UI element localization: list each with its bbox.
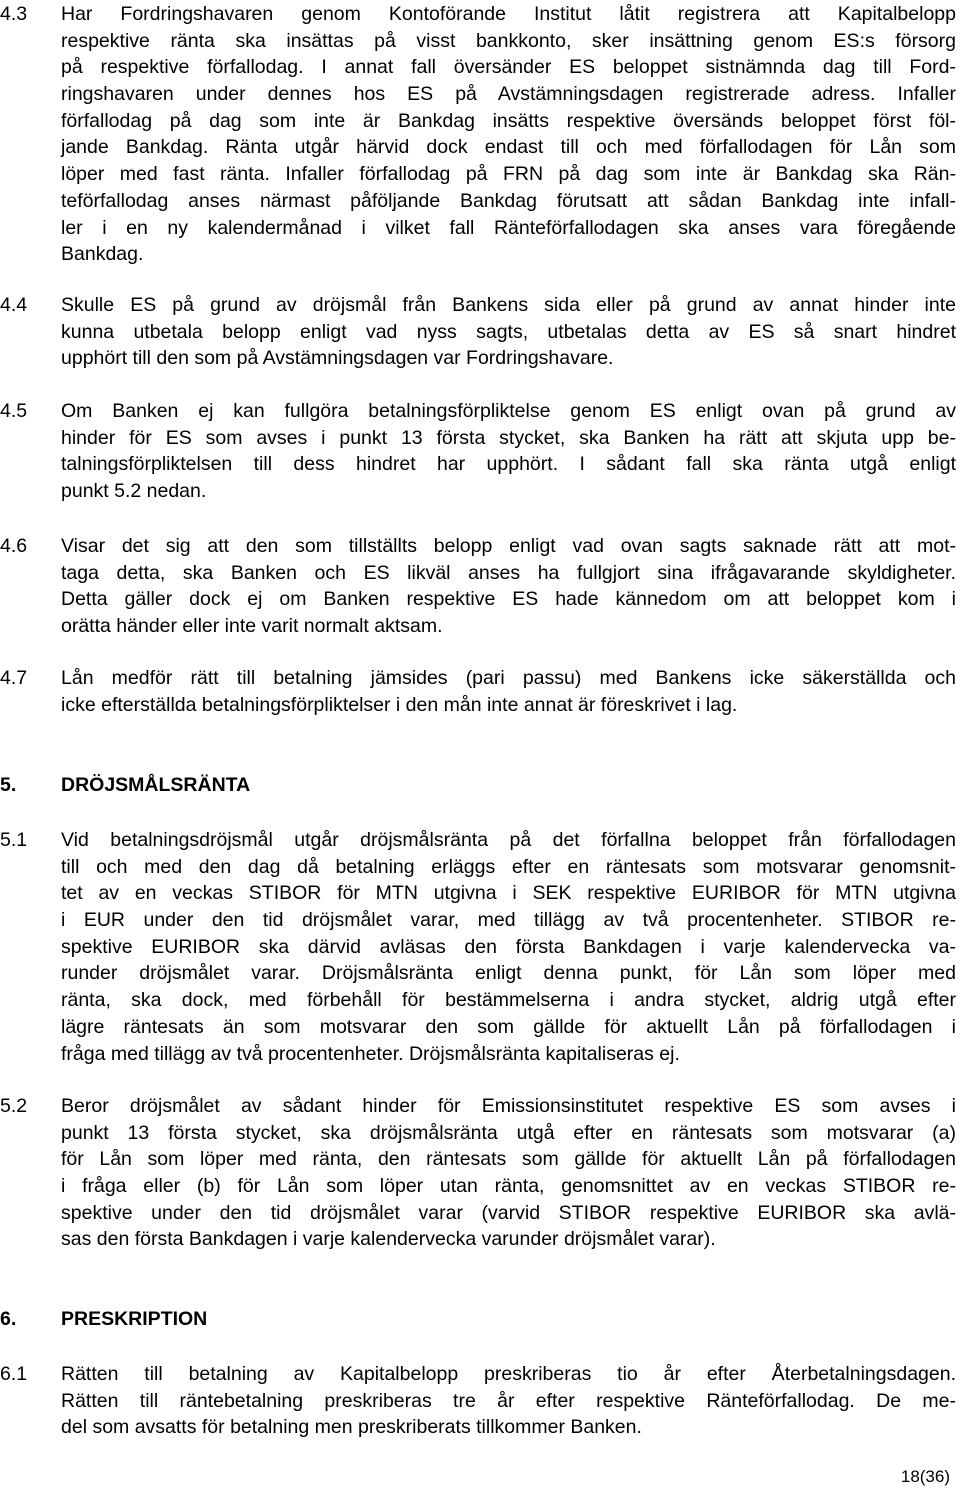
text-line: upphört till den som på Avstämningsdagen var Fordringshavare. [61,347,614,370]
clause-text [61,827,956,1067]
text-line: jande Bankdag. Ränta utgår härvid dock endast till och med förfallodagen för Lån som [61,136,956,159]
text-line: förfallodag på dag som inte är Bankdag insätts respektive översänds beloppet först föl- [61,109,956,132]
text-line: Vid betalningsdröjsmål utgår dröjsmålsränta på det förfallna beloppet från förfallodagen [61,829,956,851]
text-line: sas den första Bankdagen i varje kalendervecka varunder dröjsmålet varar). [61,1228,716,1251]
clause-text [61,1361,956,1441]
clause-text [61,1093,956,1253]
text-line: teförfallodag anses närmast påföljande Bankdag förutsatt att sådan Bankdag inte infall- [61,189,956,212]
heading-title: DRÖJSMÅLSRÄNTA [61,774,251,796]
clause-number: 5.1 [0,829,28,851]
heading-title: PRESKRIPTION [61,1308,208,1330]
clause-text [61,398,956,505]
text-line: på respektive förfallodag. I annat fall översänder ES beloppet sistnämnda dag till Ford- [61,56,956,79]
text-line: respektive ränta ska insättas på visst bankkonto, sker insättning genom ES:s försorg [61,29,956,52]
clause-text [61,665,956,718]
text-line: i EUR under den tid dröjsmålet varar, med tillägg av två procentenheter. STIBOR re- [61,909,956,932]
text-line: till och med den dag då betalning erläggs efter en räntesats som motsvarar genomsnit- [61,855,956,878]
text-line: spektive EURIBOR ska därvid avläsas den första Bankdagen i varje kalendervecka va- [61,935,956,958]
text-line: ränta, ska dock, med förbehåll för bestämmelserna i andra stycket, aldrig utgå efter [61,989,956,1012]
text-line: icke efterställda betalningsförpliktelser i den mån inte annat är föreskrivet i lag. [61,693,738,716]
text-line: Rätten till räntebetalning preskriberas tre år efter respektive Ränteförfallodag. De me- [61,1389,956,1412]
text-line: lägre räntesats än som motsvarar den som gällde för aktuellt Lån på förfallodagen i [61,1015,956,1038]
text-line: hinder för ES som avses i punkt 13 första stycket, ska Banken ha rätt att skjuta upp be- [61,426,956,449]
text-line: löper med fast ränta. Infaller förfallodag på FRN på dag som inte är Bankdag ska Rän- [61,163,956,186]
clause-number: 4.6 [0,535,28,557]
clause-number: 4.7 [0,667,28,689]
text-line: för Lån som löper med ränta, den räntesats som gällde för aktuellt Lån på förfallodagen [61,1148,956,1171]
text-line: ringshavaren under dennes hos ES på Avstämningsdagen registrerade adress. Infaller [61,83,956,106]
text-line: ler i en ny kalendermånad i vilket fall Ränteförfallodagen ska anses vara föregående [61,216,956,239]
clause-number: 4.5 [0,400,28,422]
text-line: punkt 13 första stycket, ska dröjsmålsränta utgå efter en räntesats som motsvarar (a) [61,1121,956,1144]
text-line: taga detta, ska Banken och ES likväl anses ha fullgjort sina ifrågavarande skyldigheter. [61,561,956,584]
text-line: spektive under den tid dröjsmålet varar (varvid STIBOR respektive EURIBOR ska avlä- [61,1201,956,1224]
text-line: orätta händer eller inte varit normalt aktsam. [61,615,443,638]
clause-text [61,1,956,268]
text-line: Skulle ES på grund av dröjsmål från Bankens sida eller på grund av annat hinder inte [61,294,956,316]
text-line: punkt 5.2 nedan. [61,480,207,503]
clause-text [61,292,956,372]
text-line: Bankdag. [61,243,144,266]
text-line: fråga med tillägg av två procentenheter. Dröjsmålsränta kapitaliseras ej. [61,1042,680,1065]
text-line: Lån medför rätt till betalning jämsides (pari passu) med Bankens icke säkerställda och [61,667,956,689]
heading-number: 5. [0,774,17,796]
text-line: Detta gäller dock ej om Banken respektive ES hade kännedom om att beloppet kom i [61,588,956,611]
text-line: Har Fordringshavaren genom Kontoförande Institut låtit registrera att Kapitalbelopp [61,3,956,25]
clause-number: 4.4 [0,294,28,316]
text-line: del som avsatts för betalning men preskriberats tillkommer Banken. [61,1416,642,1439]
text-line: Visar det sig att den som tillställts belopp enligt vad ovan sagts saknade rätt att mot- [61,535,956,557]
clause-number: 4.3 [0,3,28,25]
heading-number: 6. [0,1308,17,1330]
text-line: talningsförpliktelsen till dess hindret har upphört. I sådant fall ska ränta utgå enligt [61,453,956,476]
text-line: kunna utbetala belopp enligt vad nyss sagts, utbetalas detta av ES så snart hindret [61,320,956,343]
page-number: 18(36) [900,1467,950,1486]
text-line: Rätten till betalning av Kapitalbelopp preskriberas tio år efter Återbetalningsdagen. [61,1363,956,1385]
clause-number: 5.2 [0,1095,28,1117]
text-line: runder dröjsmålet varar. Dröjsmålsränta enligt denna punkt, för Lån som löper med [61,962,956,985]
text-line: Beror dröjsmålet av sådant hinder för Emissionsinstitutet respektive ES som avses i [61,1095,956,1117]
text-line: tet av en veckas STIBOR för MTN utgivna i SEK respektive EURIBOR för MTN utgivna [61,882,956,905]
clause-number: 6.1 [0,1363,28,1385]
text-line: i fråga eller (b) för Lån som löper utan ränta, genomsnittet av en veckas STIBOR re- [61,1175,956,1198]
text-line: Om Banken ej kan fullgöra betalningsförpliktelse genom ES enligt ovan på grund av [61,400,956,422]
clause-text [61,533,956,640]
